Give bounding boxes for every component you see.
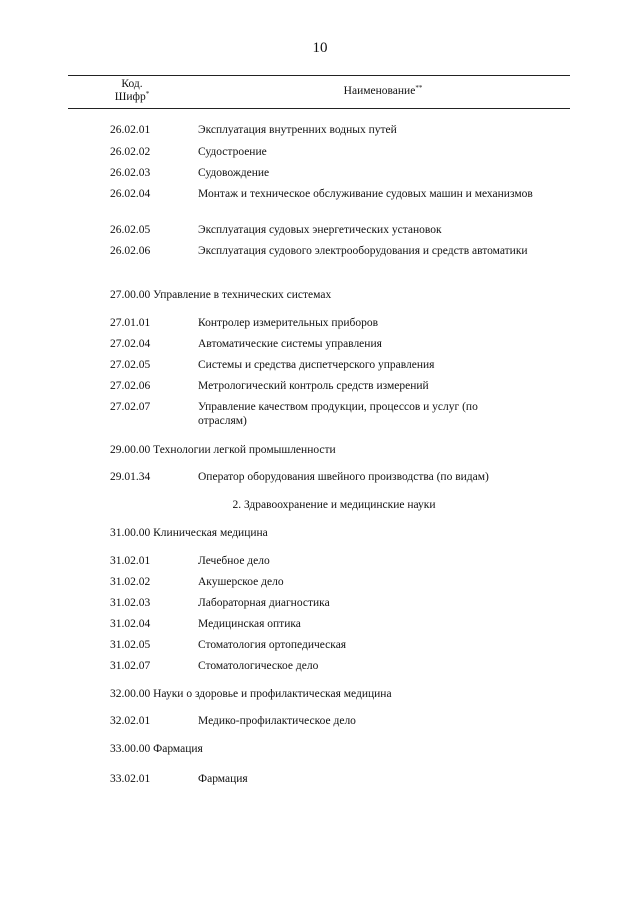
row-name: Стоматология ортопедическая <box>198 639 347 651</box>
group-heading: 32.00.00 Науки о здоровье и профилактическая медицина <box>110 688 392 700</box>
group-heading: 27.00.00 Управление в технических системах <box>110 289 332 301</box>
group-heading: 29.00.00 Технологии легкой промышленности <box>110 444 336 456</box>
group-heading: 31.00.00 Клиническая медицина <box>110 527 268 539</box>
row-code: 26.02.01 <box>110 124 151 136</box>
section-heading <box>0 498 640 512</box>
row-name: Судостроение <box>198 146 267 158</box>
row-name: Системы и средства диспетчерского управления <box>198 359 435 371</box>
row-name: Медико-профилактическое дело <box>198 715 356 727</box>
row-name: Стоматологическое дело <box>198 660 319 672</box>
header-name-label: Наименование <box>343 85 416 97</box>
row-code: 26.02.06 <box>110 245 151 257</box>
row-name: Метрологический контроль средств измерений <box>198 380 429 392</box>
section-heading-text: 2. Здравоохранение и медицинские науки <box>232 499 436 511</box>
row-name: Судовождение <box>198 167 270 179</box>
row-code: 26.02.04 <box>110 188 151 200</box>
row-code: 31.02.04 <box>110 618 151 630</box>
row-code: 31.02.01 <box>110 555 151 567</box>
row-code: 33.02.01 <box>110 773 151 785</box>
header-code-label: Шифр <box>114 91 146 103</box>
page-number: 10 <box>312 40 328 56</box>
row-code: 26.02.03 <box>110 167 151 179</box>
row-code: 31.02.03 <box>110 597 151 609</box>
row-code: 27.02.07 <box>110 401 151 413</box>
row-name: Управление качеством продукции, процессов и услуг (по отраслям) <box>198 401 478 427</box>
row-code: 27.02.06 <box>110 380 151 392</box>
header-code-footnote-mark: * <box>145 90 150 98</box>
row-code: 27.02.04 <box>110 338 151 350</box>
row-name: Контролер измерительных приборов <box>198 317 379 329</box>
row-name: Медицинская оптика <box>198 618 301 630</box>
row-code: 26.02.05 <box>110 224 151 236</box>
row-name: Эксплуатация внутренних водных путей <box>198 124 397 136</box>
row-name: Акушерское дело <box>198 576 284 588</box>
row-code: 31.02.05 <box>110 639 151 651</box>
row-name: Эксплуатация судовых энергетических установок <box>198 224 442 236</box>
header-name-footnote-mark: ** <box>415 84 423 92</box>
row-code: 31.02.07 <box>110 660 151 672</box>
row-code: 32.02.01 <box>110 715 151 727</box>
row-name: Лабораторная диагностика <box>198 597 330 609</box>
row-code: 27.01.01 <box>110 317 151 329</box>
row-code: 26.02.02 <box>110 146 151 158</box>
row-name: Лечебное дело <box>198 555 270 567</box>
header-code-line1: Код. <box>121 78 143 90</box>
row-name: Автоматические системы управления <box>198 338 382 350</box>
row-name: Оператор оборудования швейного производства (по видам) <box>198 471 489 483</box>
row-name: Монтаж и техническое обслуживание судовых машин и механизмов <box>198 188 533 200</box>
row-name: Фармация <box>198 773 248 785</box>
row-code: 27.02.05 <box>110 359 151 371</box>
group-heading: 33.00.00 Фармация <box>110 743 203 755</box>
row-code: 29.01.34 <box>110 471 151 483</box>
row-code: 31.02.02 <box>110 576 151 588</box>
row-name: Эксплуатация судового электрооборудования и средств автоматики <box>198 245 528 257</box>
